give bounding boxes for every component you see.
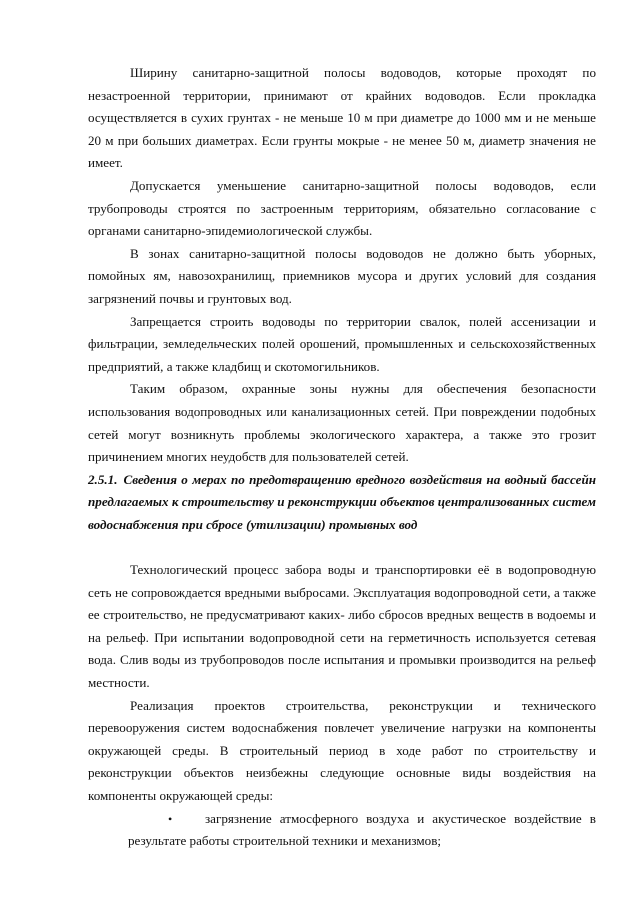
bullet-list-item (88, 808, 596, 853)
bullet-text: загрязнение атмосферного воздуха и акустическое воздействие в результате работы строительной техники и механизмов; (128, 810, 596, 849)
paragraph-reduction-allowed: Допускается уменьшение санитарно-защитной полосы водоводов, если трубопроводы строятся по застроенным территориям, обязательно согласование с органами санитарно-эпидемиологической службы. (88, 177, 596, 239)
section-title: Сведения о мерах по предотвращению вредного воздействия на водный бассейн предлагаемых к строительству и реконструкции объектов централизованных систем водоснабжения при сбросе (утилизации) промывных вод (88, 471, 596, 532)
section-number: 2.5.1. (88, 471, 118, 487)
bullet-icon: • (168, 811, 173, 826)
paragraph-construction-prohibited: Запрещается строить водоводы по территории свалок, полей ассенизации и фильтрации, земледельческих полей орошений, промышленных и сельскохозяйственных предприятий, а также кладбищ и скотомогильников. (88, 313, 596, 374)
blank-line (88, 536, 596, 559)
paragraph-technological-process: Технологический процесс забора воды и транспортировки её в водопроводную сеть не сопровождается вредными выбросами. Эксплуатация водопроводной сети, а также ее строительство, не предусматривают каких- либо сбросов вредных веществ в водоемы и на рельеф. При испытании водопроводной сети на герметичность используется сетевая вода. Слив воды из трубопроводов после испытания и промывки производится на рельеф местности. (88, 562, 596, 691)
paragraph-protection-zones-summary: Таким образом, охранные зоны нужны для обеспечения безопасности использования водопроводных или канализационных сетей. При повреждении подобных сетей могут возникнуть проблемы экологического характера, а также это грозит причинением многих неудобств для пользователей сетей. (88, 381, 596, 465)
document-page (88, 62, 596, 853)
paragraph-sanitary-strip-width: Ширину санитарно-защитной полосы водоводов, которые проходят по незастроенной территории, принимают от крайних водоводов. Если прокладка осуществляется в сухих грунтах - не меньше 10 м при диаметре до 1000 мм и не меньше 20 м при больших диаметрах. Если грунты мокрые - не менее 50 м, диаметр значения не имеет. (88, 65, 596, 171)
section-heading (88, 469, 596, 537)
paragraph-project-implementation: Реализация проектов строительства, реконструкции и технического перевооружения систем водоснабжения повлечет увеличение нагрузки на компоненты окружающей среды. В строительный период в ходе работ по строительству и реконструкции объектов неизбежны следующие основные виды воздействия на компоненты окружающей среды: (88, 697, 596, 803)
paragraph-prohibited-objects: В зонах санитарно-защитной полосы водоводов не должно быть уборных, помойных ям, навозохранилищ, приемников мусора и других условий для создания загрязнений почвы и грунтовых вод. (88, 245, 596, 306)
